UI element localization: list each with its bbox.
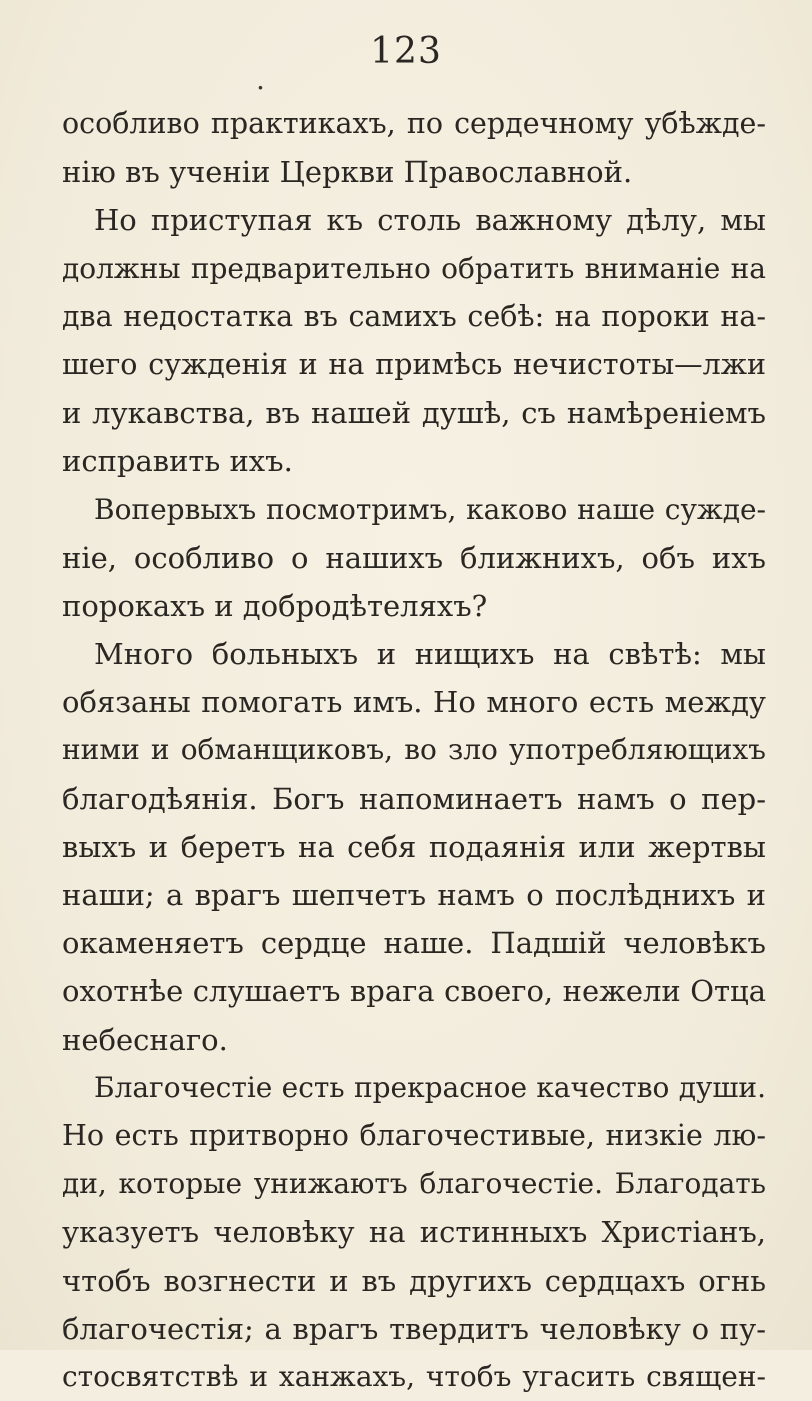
text-line: и лукавства, въ нашей душѣ, съ намѣреніемъ: [62, 396, 766, 431]
paragraph: [62, 196, 766, 485]
text-line: Много больныхъ и нищихъ на свѣтѣ: мы: [94, 637, 766, 672]
text-line: порокахъ и добродѣтеляхъ?: [62, 588, 488, 623]
text-line: стосвятствѣ и ханжахъ, чтобъ угасить священ-: [62, 1359, 766, 1393]
page-number: 123: [370, 31, 442, 72]
text-line: шего сужденія и на примѣсь нечистоты—лжи: [62, 347, 766, 381]
text-line: охотнѣе слушаетъ врага своего, нежели Отца: [62, 974, 766, 1009]
text-line: благочестія; а врагъ твердитъ человѣку о пу-: [62, 1311, 766, 1346]
paragraph: [62, 486, 766, 631]
text-line: исправить ихъ.: [62, 444, 293, 479]
text-line: нію въ ученіи Церкви Православной.: [62, 155, 633, 190]
printer-mark: .: [256, 63, 265, 96]
text-line: обязаны помогать имъ. Но много есть между: [62, 685, 766, 720]
text-line: чтобъ возгнести и въ другихъ сердцахъ огнь: [62, 1263, 766, 1298]
text-line: небеснаго.: [62, 1022, 228, 1057]
text-line: выхъ и беретъ на себя подаянія или жертвы: [62, 829, 766, 864]
text-line: Но есть притворно благочестивые, низкіе лю-: [62, 1118, 766, 1152]
text-line: Вопервыхъ посмотримъ, каково наше сужде-: [94, 492, 766, 526]
paragraph: [62, 630, 766, 1064]
text-line: ди, которые унижаютъ благочестіе. Благодать: [62, 1167, 766, 1201]
text-line: указуетъ человѣку на истинныхъ Христіанъ,: [62, 1215, 766, 1250]
paragraph: [62, 1064, 766, 1401]
text-line: особливо практикахъ, по сердечному убѣжде-: [62, 107, 766, 140]
text-line: окаменяетъ сердце наше. Падшій человѣкъ: [62, 926, 766, 961]
paragraph: [62, 100, 766, 196]
text-line: два недостатка въ самихъ себѣ: на пороки на-: [62, 299, 766, 333]
text-line: Но приступая къ столь важному дѣлу, мы: [94, 203, 766, 238]
text-line: благодѣянія. Богъ напоминаетъ намъ о пер-: [62, 781, 766, 816]
text-line: ніе, особливо о нашихъ ближнихъ, объ ихъ: [62, 540, 766, 575]
text-line: должны предварительно обратить вниманіе на: [62, 251, 766, 285]
text-line: наши; а врагъ шепчетъ намъ о послѣднихъ и: [62, 878, 766, 912]
text-line: ними и обманщиковъ, во зло употребляющихъ: [62, 733, 766, 767]
body-text: [62, 100, 766, 1401]
text-line: Благочестіе есть прекрасное качество души.: [94, 1070, 766, 1104]
